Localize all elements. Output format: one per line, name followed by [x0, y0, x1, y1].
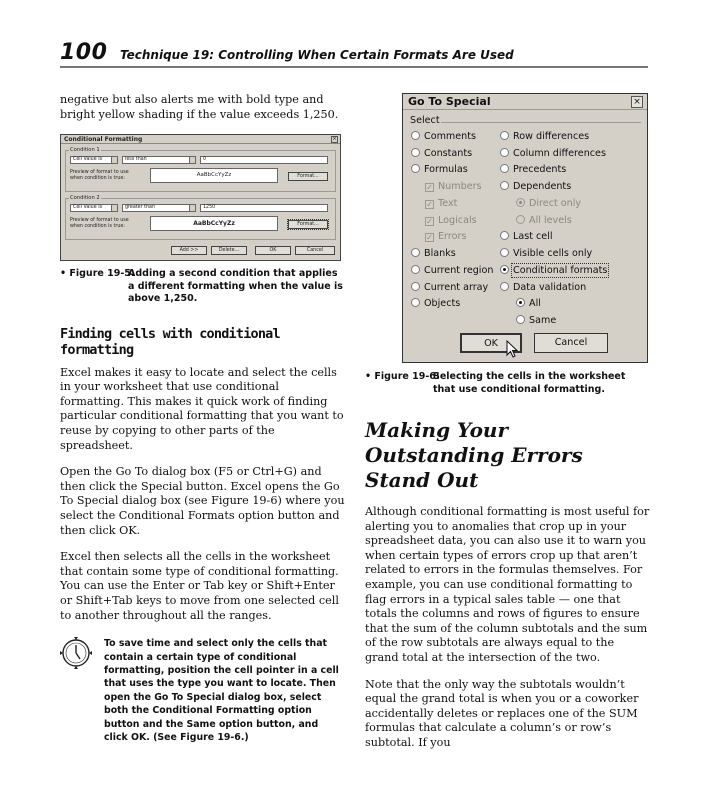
add-button: Add >> — [171, 246, 207, 255]
option-text: ✓ Text — [426, 198, 458, 209]
section-heading: Finding cells with conditional formatting — [60, 325, 280, 358]
option-comments: Comments — [411, 131, 476, 142]
condition-1-preview: AaBbCcYyZz — [150, 168, 278, 183]
paragraph-3: Excel then selects all the cells in the worksheet that contain some type of conditional formatting. You can use the Enter or Tab key or Shift+Enter or Shift+Tab keys to move from one selected cell to another throughout all the ranges. — [60, 550, 339, 622]
paragraph-2: Open the Go To dialog box (F5 or Ctrl+G) and then click the Special button. Excel opens the Go To Special dialog box (see Figure 19-6) where you select the Conditional Formats option button and then click OK. — [60, 465, 345, 537]
gts-title: Go To Special — [403, 94, 647, 110]
figure-19-6-caption — [365, 371, 650, 396]
main-heading: Making Your Outstanding Errors Stand Out — [365, 418, 583, 492]
condition-2-operator: greater than — [122, 204, 196, 212]
option-row-differences: Row differences — [500, 131, 589, 142]
gts-cancel-button: Cancel — [534, 333, 608, 353]
option-current-array: Current array — [411, 282, 488, 293]
page-number: 100 — [60, 40, 108, 65]
right-paragraph-1: Although conditional formatting is most useful for alerting you to anomalies that crop up in your spreadsheet data, you can also use it to warn you when certain types of errors crop up that aren’t related to errors in the formulas themselves. For example, you can use conditional formatting to flag errors in a typical sales table — one that totals the columns and rows of figures to ensure that the sum of the column subtotals and the sum of the row subtotals are always equal to the grand total at the intersection of the two. — [365, 505, 650, 664]
condition-2-group — [65, 195, 336, 240]
cf-ok-button: OK — [255, 246, 291, 255]
conditional-formatting-dialog — [60, 134, 341, 261]
right-paragraph-2: Note that the only way the subtotals wouldn’t equal the grand total is when you or a coworker accidentally deletes or replaces one of the SUM formulas that calculate a column’s or row’s subtotal. If you — [365, 677, 639, 749]
option-all-levels: All levels — [516, 215, 572, 226]
option-all: All — [516, 298, 541, 309]
option-blanks: Blanks — [411, 248, 456, 259]
option-current-region: Current region — [411, 265, 493, 276]
cf-cancel-button: Cancel — [295, 246, 335, 255]
figure-19-5-label: • Figure 19-5: — [60, 268, 135, 280]
condition-1-format-button: Format... — [288, 172, 328, 181]
option-conditional-formats: Conditional formats — [500, 265, 607, 276]
option-precedents: Precedents — [500, 164, 566, 175]
condition-2-type: Cell Value Is — [70, 204, 118, 212]
left-column — [60, 93, 345, 744]
condition-2-preview: AaBbCcYyZz — [150, 216, 278, 231]
close-icon: × — [332, 136, 337, 143]
tip-text: To save time and select only the cells that contain a certain type of conditional formatting, position the cell pointer in a cell that uses the type you want to locate. Then open the Go To Special dialog box, select both the Conditional Formatting option button and the Same option button, and click OK. (See Figure 19-6.) — [104, 638, 339, 744]
option-errors: ✓ Errors — [426, 231, 467, 242]
condition-1-preview-label: Preview of format to use when condition is true: — [70, 170, 129, 181]
condition-2-label: Condition 2 — [70, 195, 100, 202]
option-formulas: Formulas — [411, 164, 468, 175]
gts-ok-button: OK — [460, 333, 522, 353]
figure-19-6 — [365, 93, 650, 365]
condition-1-group — [65, 147, 336, 192]
option-direct-only: Direct only — [516, 198, 581, 209]
cf-dialog-title: Conditional Formatting — [61, 135, 340, 144]
stopwatch-icon — [60, 637, 92, 669]
right-column — [365, 93, 650, 763]
condition-2-preview-label: Preview of format to use when condition is true: — [70, 218, 129, 229]
figure-19-5 — [60, 134, 345, 264]
gts-divider — [441, 122, 641, 123]
tip-box — [60, 637, 345, 744]
condition-1-type: Cell Value Is — [70, 156, 118, 164]
option-data-validation: Data validation — [500, 282, 586, 293]
condition-1-label: Condition 1 — [70, 147, 100, 154]
paragraph-1: Excel makes it easy to locate and select the cells in your worksheet that use conditional formatting. This makes it quick work of finding particular conditional formatting that you want to reuse by copying to other parts of the spreadsheet. — [60, 365, 344, 452]
option-same: Same — [516, 315, 556, 326]
option-objects: Objects — [411, 298, 460, 309]
option-logicals: ✓ Logicals — [426, 215, 477, 226]
option-constants: Constants — [411, 148, 472, 159]
option-last-cell: Last cell — [500, 231, 553, 242]
condition-1-operator: less than — [122, 156, 196, 164]
gts-select-label: Select — [410, 115, 440, 126]
close-icon: × — [631, 96, 643, 108]
mouse-pointer-icon — [506, 340, 518, 358]
option-numbers: ✓ Numbers — [426, 181, 482, 192]
figure-19-5-text: Adding a second condition that applies a different formatting when the value is above 1,250. — [128, 268, 343, 305]
figure-19-6-text: Selecting the cells in the worksheet that use conditional formatting. — [433, 371, 626, 395]
condition-1-value: 0 — [200, 156, 328, 164]
intro-paragraph: negative but also alerts me with bold type and bright yellow shading if the value exceeds 1,250. — [60, 93, 339, 121]
chapter-title: Technique 19: Controlling When Certain Formats Are Used — [120, 48, 514, 62]
figure-19-5-caption — [60, 268, 345, 306]
condition-2-value: 1250 — [200, 204, 328, 212]
go-to-special-dialog — [402, 93, 648, 363]
figure-19-6-label: • Figure 19-6: — [365, 371, 440, 382]
delete-button: Delete... — [211, 246, 247, 255]
option-visible-cells-only: Visible cells only — [500, 248, 592, 259]
running-header — [60, 40, 648, 68]
option-dependents: Dependents — [500, 181, 571, 192]
condition-2-format-button: Format... — [288, 220, 328, 229]
option-column-differences: Column differences — [500, 148, 606, 159]
